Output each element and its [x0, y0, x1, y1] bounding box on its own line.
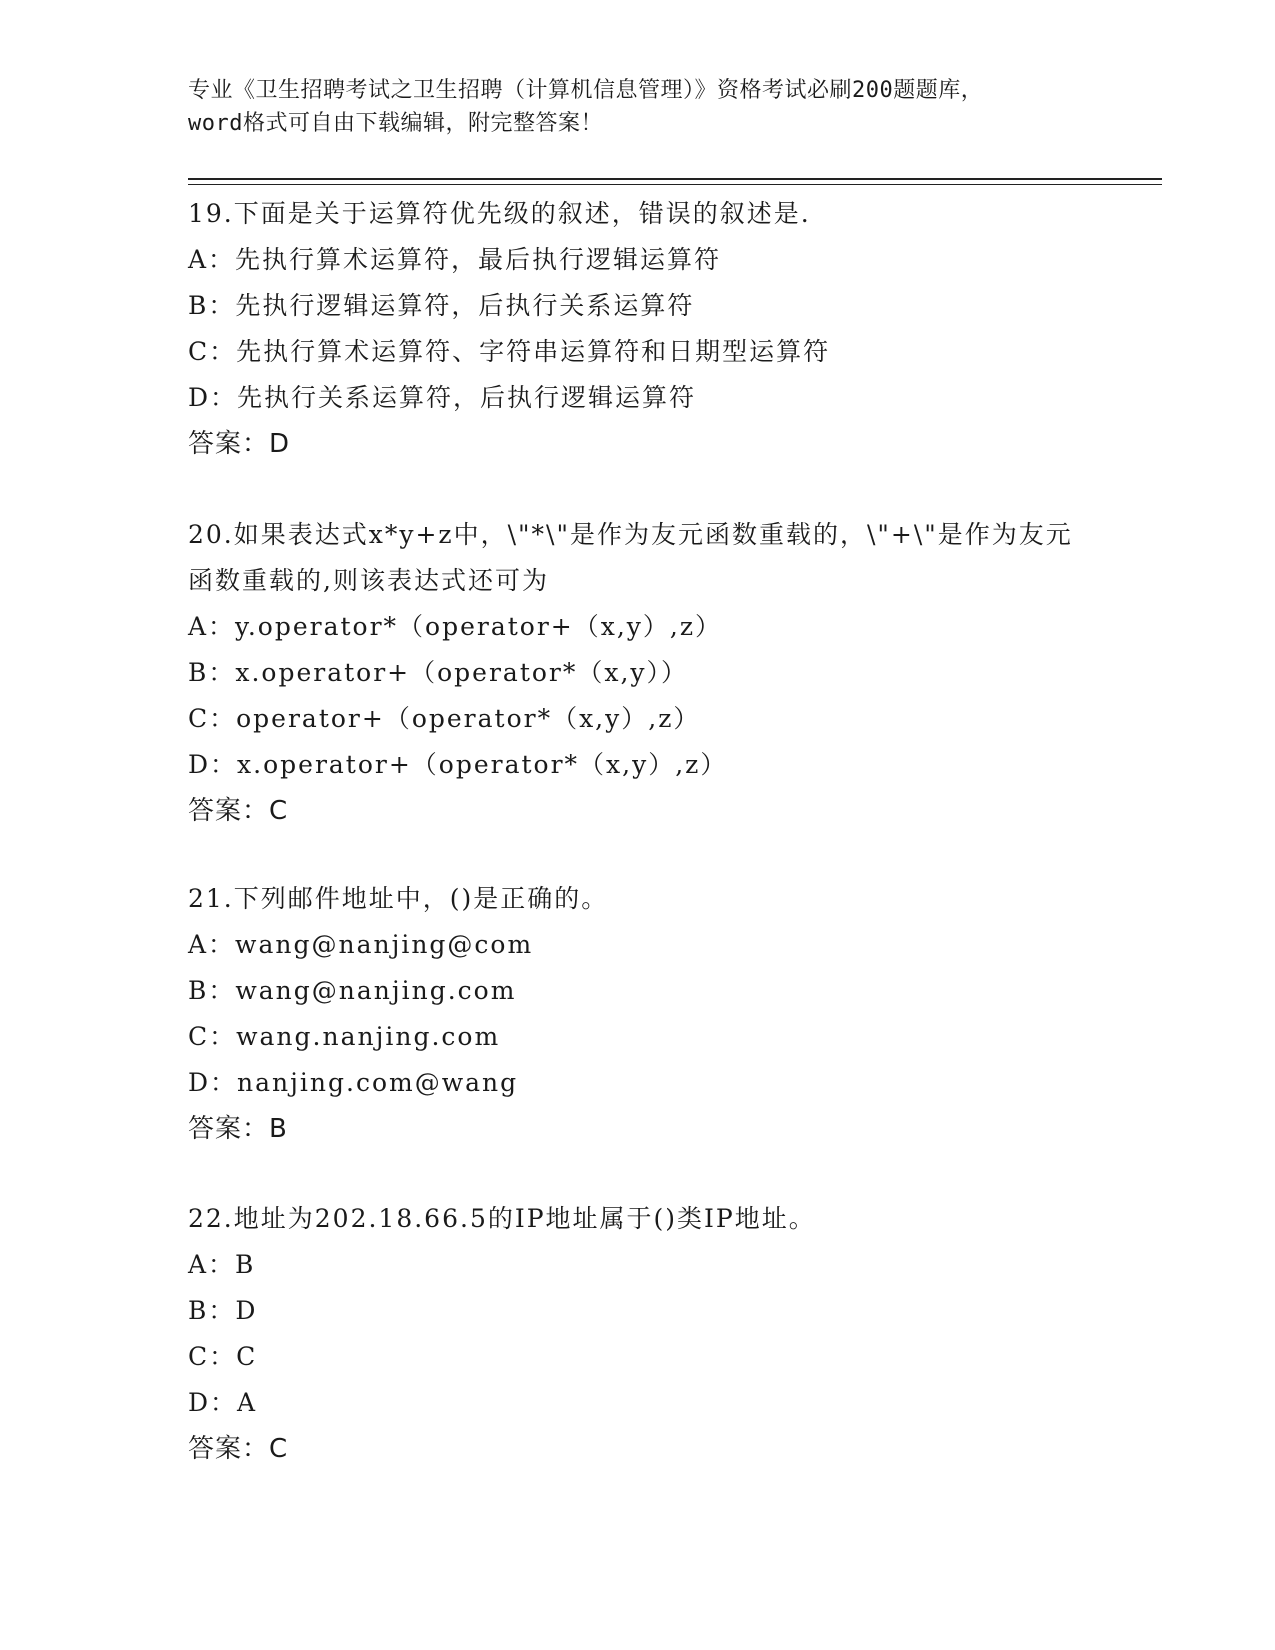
answer-line: 答案：B: [188, 1114, 288, 1144]
option-c: C：wang.nanjing.com: [188, 1022, 501, 1051]
question-22: [188, 1196, 1088, 1472]
question-stem: 21.下列邮件地址中，()是正确的。: [188, 884, 609, 913]
option-c: C：operator+（operator*（x,y）,z）: [188, 704, 701, 733]
answer-line: 答案：C: [188, 1434, 289, 1464]
option-b: B：wang@nanjing.com: [188, 976, 517, 1005]
question-19: [188, 191, 1088, 467]
header-divider-thick: [188, 178, 1162, 180]
option-c: C：C: [188, 1342, 258, 1371]
option-a: A：y.operator*（operator+（x,y）,z）: [188, 612, 723, 641]
question-stem: 19.下面是关于运算符优先级的叙述，错误的叙述是.: [188, 199, 811, 228]
header-line-1: 专业《卫生招聘考试之卫生招聘（计算机信息管理）》资格考试必刷200题题库，: [188, 78, 984, 103]
option-d: D：nanjing.com@wang: [188, 1068, 519, 1097]
option-d: D：先执行关系运算符，后执行逻辑运算符: [188, 383, 697, 412]
document-header: [188, 74, 1088, 140]
question-21: [188, 876, 1088, 1152]
option-a: A：B: [188, 1250, 256, 1279]
header-line-2: word格式可自由下载编辑，附完整答案！: [188, 111, 603, 136]
option-d: D：x.operator+（operator*（x,y）,z）: [188, 750, 728, 779]
option-c: C：先执行算术运算符、字符串运算符和日期型运算符: [188, 337, 831, 366]
option-d: D：A: [188, 1388, 258, 1417]
option-b: B：D: [188, 1296, 258, 1325]
question-stem: 22.地址为202.18.66.5的IP地址属于()类IP地址。: [188, 1204, 816, 1233]
header-divider-thin: [188, 184, 1162, 185]
question-20: [188, 512, 1088, 834]
answer-line: 答案：D: [188, 429, 291, 459]
question-stem: 20.如果表达式x*y+z中，\"*\"是作为友元函数重载的，\"+\"是作为友元函数重载的,则该表达式还可为: [188, 520, 1073, 595]
option-b: B：先执行逻辑运算符，后执行关系运算符: [188, 291, 695, 320]
option-a: A：先执行算术运算符，最后执行逻辑运算符: [188, 245, 722, 274]
answer-line: 答案：C: [188, 796, 289, 826]
option-a: A：wang@nanjing@com: [188, 930, 534, 959]
option-b: B：x.operator+（operator*（x,y））: [188, 658, 689, 687]
